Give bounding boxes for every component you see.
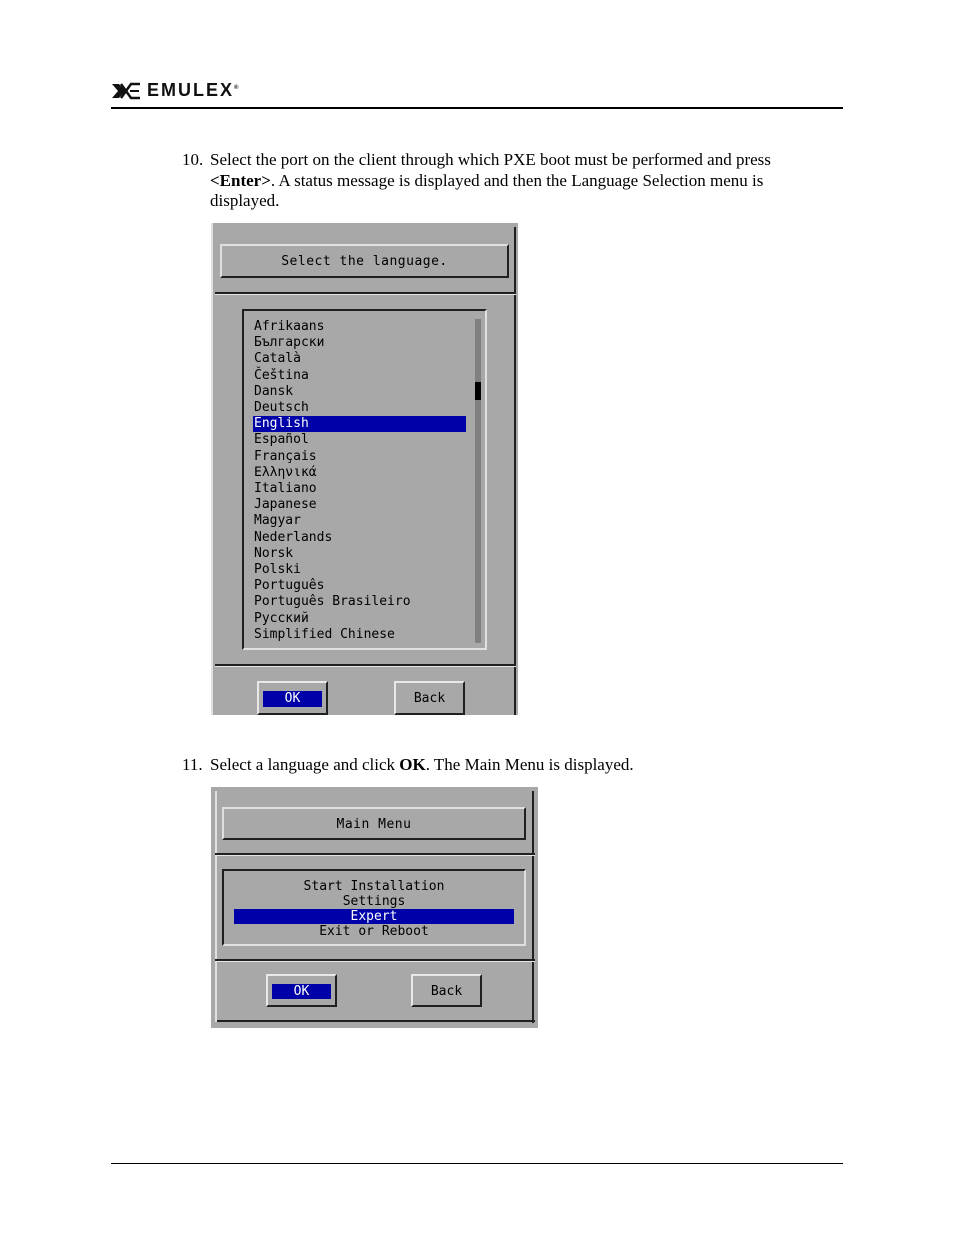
title-box (222, 807, 526, 840)
step-text-line2: <Enter>. A status message is displayed and then the Language Selection menu is (210, 170, 764, 190)
menu-items (234, 879, 514, 941)
header-rule (111, 107, 843, 109)
list-item[interactable]: Français (254, 448, 317, 464)
divider-top (215, 853, 535, 856)
list-item[interactable]: Norsk (254, 545, 294, 561)
ok-button[interactable] (266, 974, 337, 1007)
frame-left (211, 223, 213, 715)
main-menu-list[interactable] (222, 869, 526, 946)
list-item[interactable]: Afrikaans (254, 319, 325, 334)
emulex-logo (111, 80, 238, 101)
main-menu-screen (211, 787, 538, 1028)
list-item[interactable]: Dansk (254, 383, 294, 399)
ok-button-label: OK (263, 691, 322, 707)
title-box (220, 244, 509, 278)
scrollbar-thumb[interactable] (475, 382, 481, 400)
list-item-selected[interactable]: English (253, 416, 466, 432)
list-item[interactable]: Japanese (254, 497, 317, 513)
list-item[interactable]: Deutsch (254, 400, 309, 415)
back-button[interactable] (411, 974, 482, 1007)
title-text: Main Menu (336, 817, 412, 832)
step-text-line1: Select the port on the client through which PXE boot must be performed and press (210, 150, 771, 169)
enter-key: <Enter> (210, 170, 271, 190)
list-item[interactable]: Simplified Chinese (254, 626, 395, 642)
list-item[interactable]: Català (254, 351, 301, 367)
list-item[interactable]: Nederlands (254, 529, 333, 545)
step-number: 11. (182, 755, 203, 774)
frame-right (532, 791, 534, 1023)
ok-button-label: OK (272, 984, 331, 999)
emulex-mark-icon (111, 82, 141, 100)
language-selection-screen (211, 223, 518, 715)
list-item[interactable]: Ελληνικά (254, 464, 317, 480)
scrollbar[interactable] (475, 319, 481, 643)
step-text-line3: displayed. (210, 191, 280, 210)
menu-item-expert[interactable]: Expert (234, 909, 514, 924)
language-list-items (253, 319, 467, 643)
list-item[interactable]: Čeština (254, 367, 309, 383)
list-item[interactable]: Português Brasileiro (254, 594, 411, 610)
back-button-label: Back (413, 691, 446, 706)
step-10 (182, 150, 850, 212)
list-item[interactable]: Български (254, 335, 325, 351)
menu-item-settings[interactable]: Settings (342, 894, 406, 909)
back-button[interactable] (394, 681, 465, 715)
back-button-label: Back (430, 984, 463, 999)
brand-name: EMULEX® (147, 80, 239, 100)
list-item[interactable]: Español (254, 432, 309, 448)
frame-left (215, 791, 217, 1022)
menu-item-start-installation[interactable]: Start Installation (303, 879, 445, 894)
divider-bottom (215, 664, 516, 667)
divider-bottom (215, 959, 535, 962)
title-text: Select the language. (281, 254, 448, 269)
list-item[interactable]: Русский (254, 610, 309, 626)
footer-rule (111, 1163, 843, 1164)
list-item[interactable]: Italiano (254, 481, 317, 496)
list-item[interactable]: Português (254, 578, 325, 594)
step-number: 10. (182, 150, 204, 169)
list-item[interactable]: Magyar (254, 513, 301, 529)
language-list[interactable] (242, 309, 487, 650)
frame-bottom (215, 1020, 535, 1022)
step-11: 11. Select a language and click OK. The Main Menu is displayed. (182, 755, 634, 774)
ok-keyword: OK (399, 755, 426, 774)
list-item[interactable]: Polski (254, 562, 301, 577)
frame-right (514, 227, 516, 715)
menu-item-exit-or-reboot[interactable]: Exit or Reboot (319, 924, 429, 939)
ok-button[interactable] (257, 681, 328, 715)
divider-top (215, 292, 516, 295)
